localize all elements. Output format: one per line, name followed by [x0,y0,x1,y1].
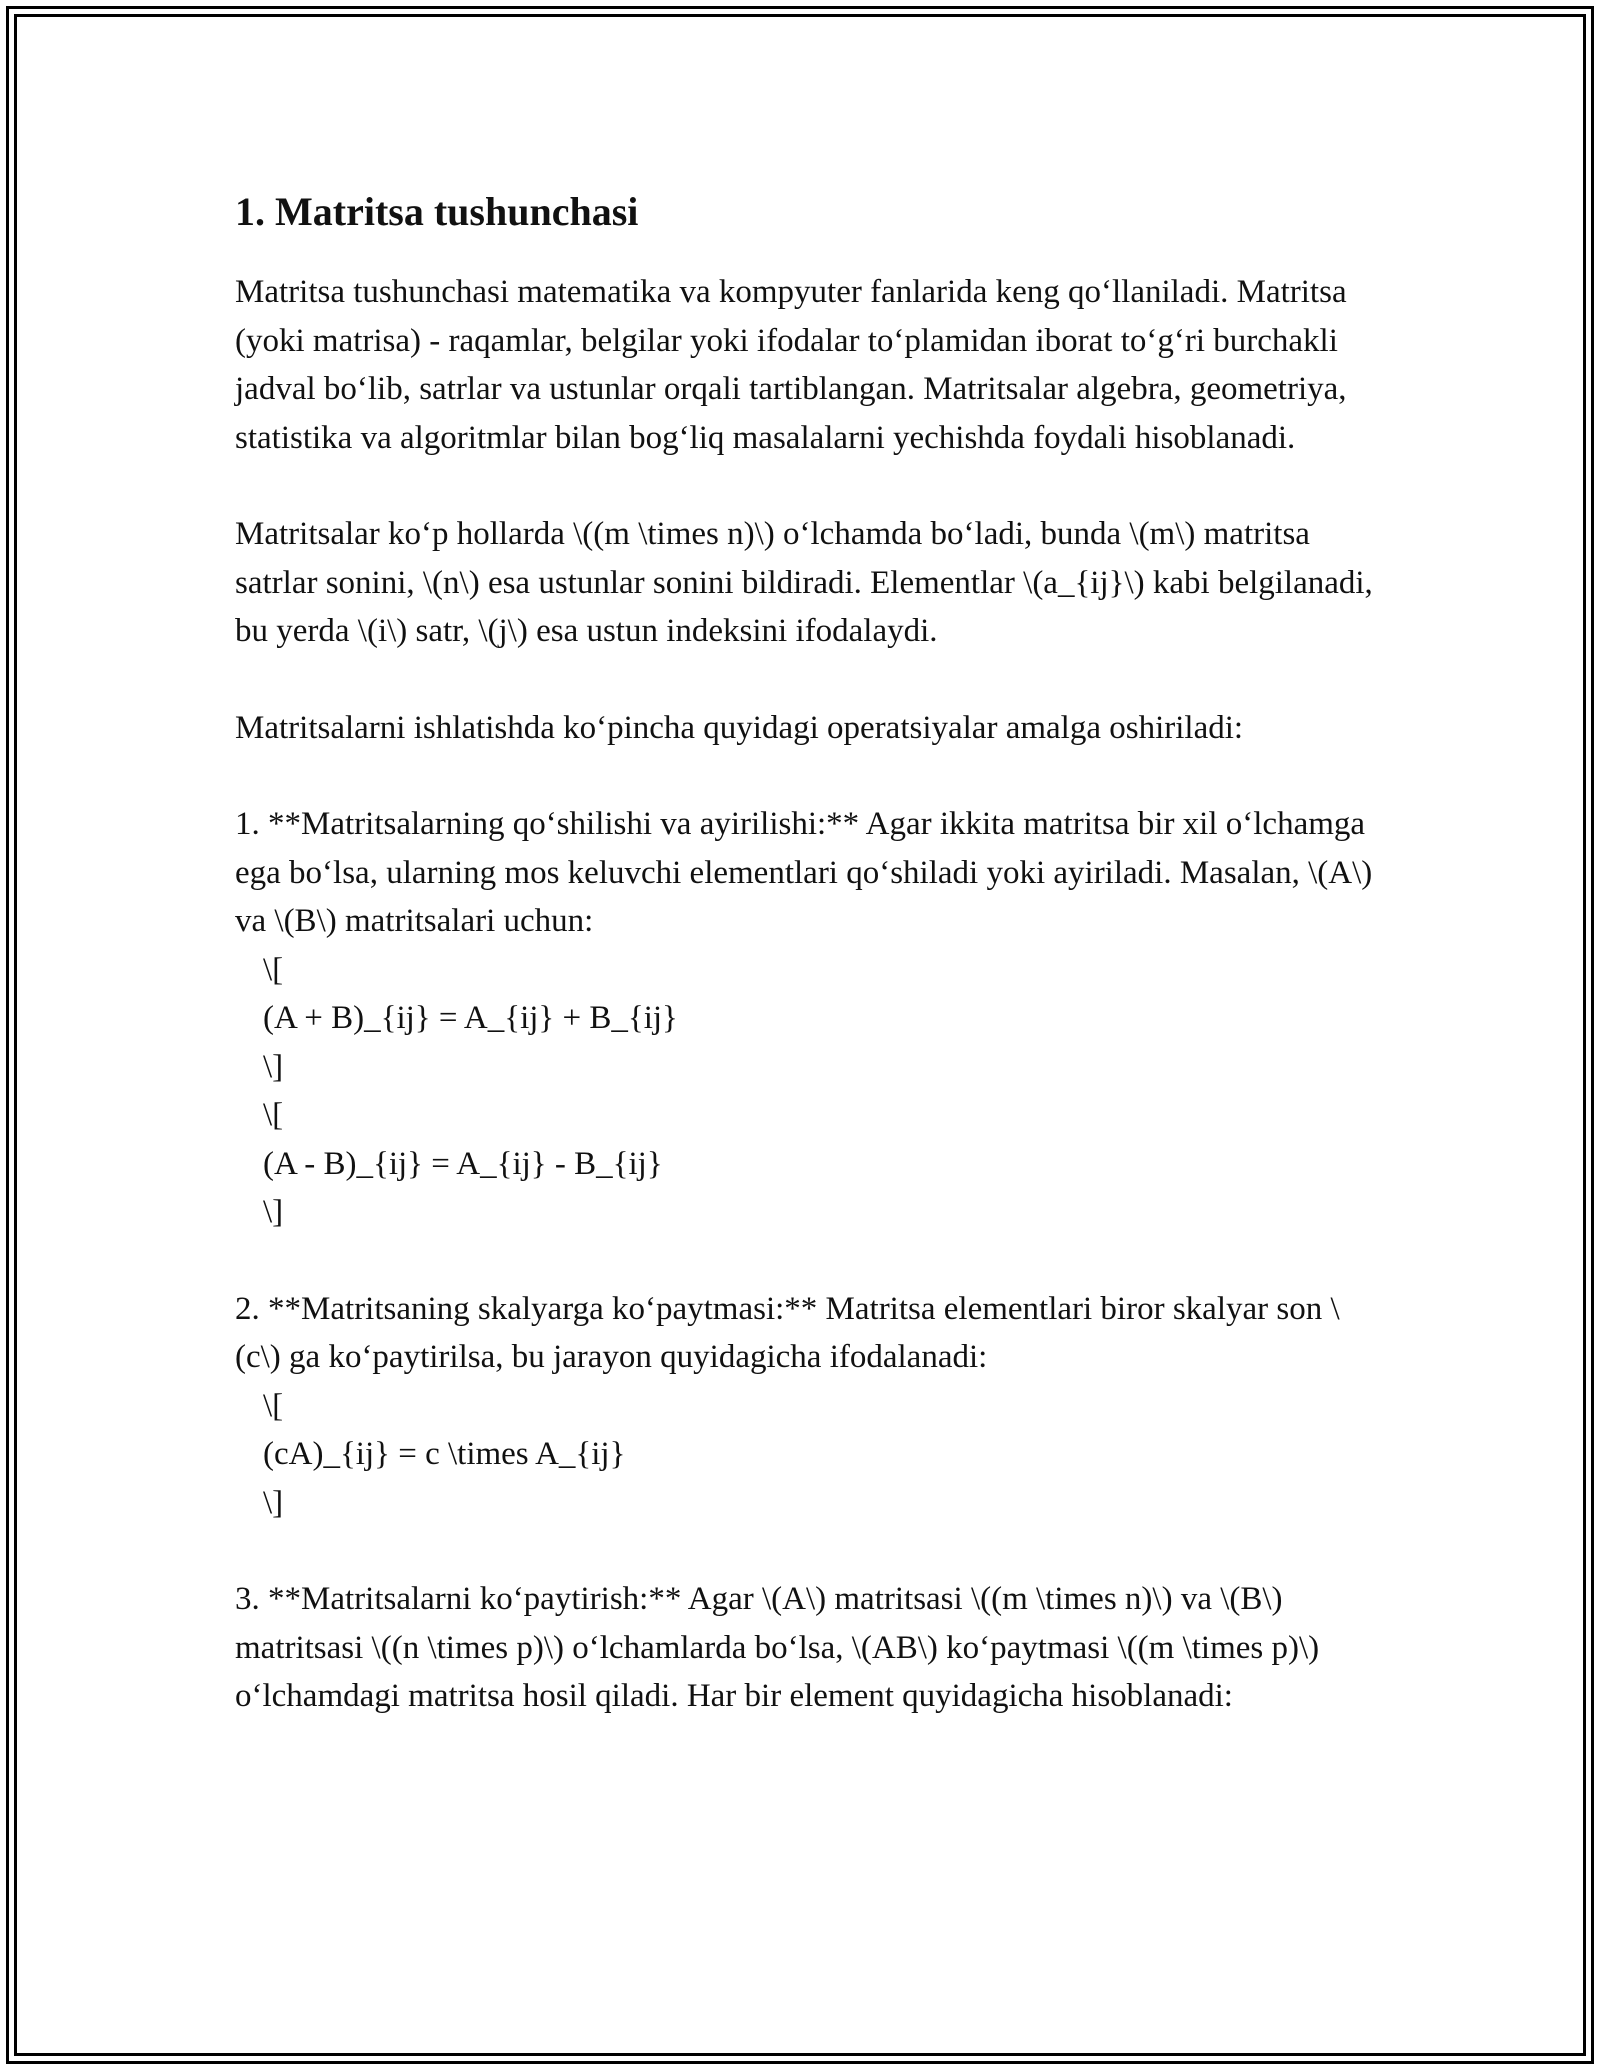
list-item-addition [235,800,1385,1237]
list-item-multiplication-text: 3. **Matritsalarni ko‘paytirish:** Agar \(A\) matritsasi \((m \times n)\) va \(B\) matritsasi \((n \times p)\) o‘lchamlarda bo‘lsa, \(AB\) ko‘paytmasi \((m \times p)\) o‘lchamdagi matritsa hosil qiladi. Har bir element quyidagicha hisoblanadi: [235,1581,1320,1714]
section-heading: 1. Matritsa tushunchasi [235,189,639,234]
math-line: \[ [263,951,284,988]
paragraph-operations-intro: Matritsalarni ishlatishda ko‘pincha quyidagi operatsiyalar amalga oshiriladi: [235,709,1244,746]
math-line: \[ [263,1097,284,1133]
math-line: (A + B)_{ij} = A_{ij} + B_{ij} [263,1000,678,1036]
math-line: (A - B)_{ij} = A_{ij} - B_{ij} [263,1145,663,1182]
math-line: \] [263,1048,284,1085]
paragraph-intro: Matritsa tushunchasi matematika va kompyuter fanlarida keng qo‘llaniladi. Matritsa (yoki matrisa) - raqamlar, belgilar yoki ifodalar to‘plamidan iborat to‘g‘ri burchakli jadval bo‘lib, satrlar va ustunlar orqali tartiblangan. Matritsalar algebra, geometriya, statistika va algoritmlar bilan bog‘liq masalalarni yechishda foydali hisoblanadi. [235,274,1347,456]
list-item-scalar-text: 2. **Matritsaning skalyarga ko‘paytmasi:** Matritsa elementlari biror skalyar son \(c\) ga ko‘paytirilsa, bu jarayon quyidagicha ifodalanadi: [235,1290,1340,1375]
list-item-multiplication [235,1575,1385,1721]
math-line: \] [263,1194,284,1230]
list-item-addition-text: 1. **Matritsalarning qo‘shilishi va ayirilishi:** Agar ikkita matritsa bir xil o‘lchamga ega bo‘lsa, ularning mos keluvchi elementlari qo‘shiladi yoki ayiriladi. Masalan, \(A\) va \(B\) matritsalari uchun: [235,806,1373,939]
paragraph-dimensions: Matritsalar ko‘p hollarda \((m \times n)\) o‘lchamda bo‘ladi, bunda \(m\) matritsa satrlar sonini, \(n\) esa ustunlar sonini bildiradi. Elementlar \(a_{ij}\) kabi belgilanadi, bu yerda \(i\) satr, \(j\) esa ustun indeksini ifodalaydi. [235,516,1373,649]
list-item-scalar [235,1285,1385,1528]
math-line: \[ [263,1387,284,1424]
document-body [235,180,1385,1769]
math-line: \] [263,1484,284,1521]
math-line: (cA)_{ij} = c \times A_{ij} [263,1436,626,1472]
